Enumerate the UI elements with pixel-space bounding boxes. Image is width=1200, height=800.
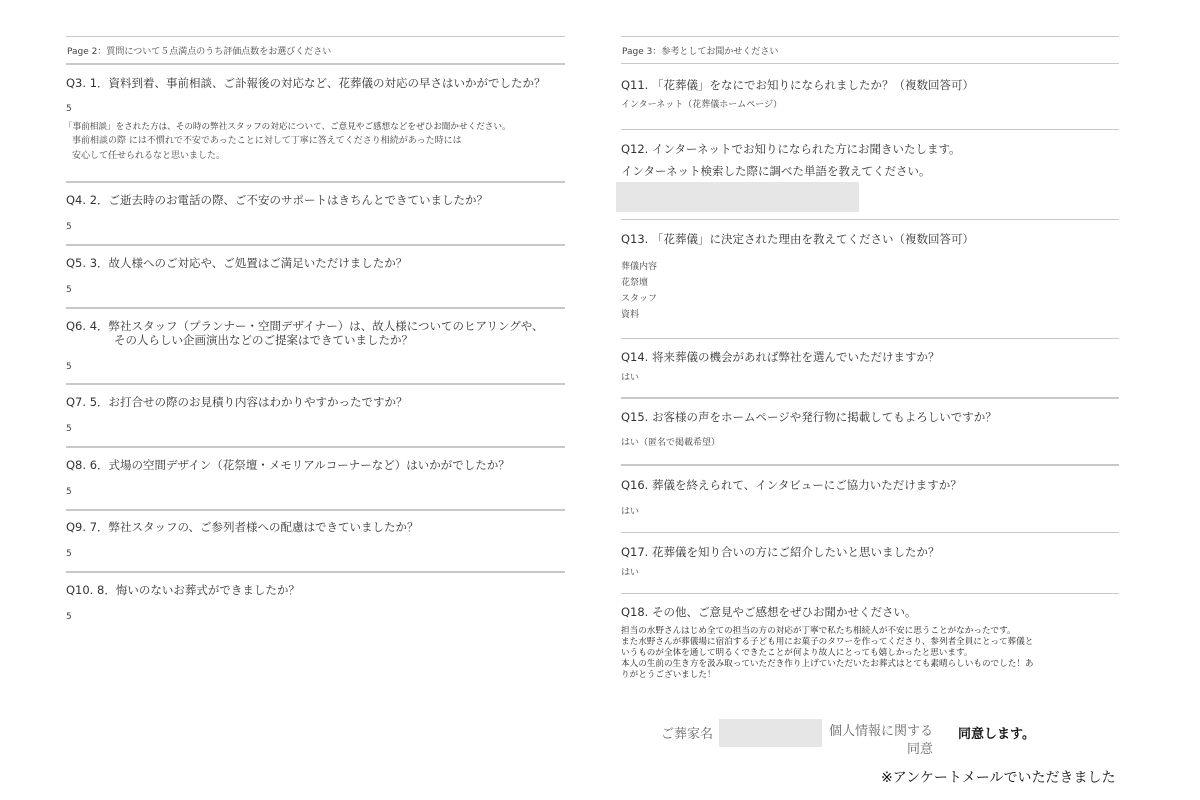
divider [621,219,1119,220]
divider [621,593,1119,594]
answer-item: 花祭壇 [621,278,649,288]
answer-value: はい（匿名で掲載希望） [621,438,721,448]
answer-item: スタッフ [621,294,658,304]
question-q15 [621,410,1119,450]
question-text-line2: インターネット検索した際に調べた単語を教えてください。 [621,164,931,178]
page3-section [621,36,1119,64]
question-q18 [621,605,1119,681]
answer-line: 担当の水野さんはじめ全ての担当の方の対応が丁寧で私たち相続人が不安に思うことがなかったです。 [621,626,1016,636]
question-sub-number: 4． [89,319,109,333]
divider [621,397,1119,399]
divider [621,338,1119,339]
answer-line: りがとうございました！ [621,670,716,680]
answer-value: はい [621,507,640,517]
question-text: ご逝去時のお電話の際、ご不安のサポートはきちんとできていましたか？ [108,193,489,207]
answer-value: 5 [66,549,72,559]
divider [66,181,565,183]
redacted-answer [616,182,859,212]
question-number: Q10. [66,583,94,597]
followup-answer-line: 安心して任せられるなと思いました。 [72,151,226,161]
question-q13 [621,232,1119,323]
page2-section [66,36,565,65]
question-sub-number: 2． [89,193,109,207]
answer-value: インターネット（花葬儀ホームページ） [621,100,783,110]
question-text-line2: その人らしい企画演出などのご提案はできていましたか？ [114,333,413,347]
answer-value: 5 [66,285,72,295]
privacy-consent-label [827,723,933,759]
answer-value: 5 [66,362,72,372]
divider [621,129,1119,130]
divider [66,446,565,448]
followup-answer-line: 事前相談の際 には不慣れで不安であったことに対して丁寧に答えてくださり相続があった時には [72,136,462,146]
question-text: 弊社スタッフ（プランナー・空間デザイナー）は、故人様についてのヒアリングや、 [108,319,544,333]
answer-line: 本人の生前の生き方を汲み取っていただき作り上げていただいたお葬式はとても素晴らしいものでした！あ [621,659,1034,669]
answer-value: 5 [66,612,72,622]
question-number: Q8. [66,458,87,472]
page3-header: Page 3：参考としてお聞かせください [622,47,779,57]
question-q12 [621,142,1119,178]
divider [66,63,565,65]
divider [66,383,565,385]
answer-value: はい [621,373,640,383]
question-sub-number: 8． [97,583,116,597]
answer-line: また水野さんが葬儀場に宿泊する子ども用にお菓子のタワーを作ってくださり、参列者全員にとって葬儀と [621,637,1034,647]
question-text: 資料到着、事前相談、ご訃報後の対応など、花葬儀の対応の早さはいかがでしたか？ [108,76,546,90]
divider [66,509,565,511]
answer-value: 5 [66,424,72,434]
question-text: 弊社スタッフの、ご参列者様への配慮はできていましたか？ [108,520,419,534]
question-q3 [66,76,565,164]
divider [621,63,1119,64]
question-text: Q14. 将来葬儀の機会があれば弊社を選んでいただけますか？ [621,350,940,364]
family-name-label: ご葬家名 [661,727,714,742]
question-sub-number: 5． [89,395,109,409]
question-q7 [66,395,565,436]
question-q4 [66,193,565,234]
answer-item: 葬儀内容 [621,262,658,272]
divider [621,532,1119,533]
privacy-label-line2: 同意 [906,742,933,757]
divider [66,571,565,573]
question-q8 [66,458,565,499]
question-sub-number: 7． [89,520,109,534]
answer-value: はい [621,568,640,578]
question-text: お打合せの際のお見積り内容はわかりやすかったですか？ [108,395,408,409]
question-text: Q12. インターネットでお知りになられた方にお聞きいたします。 [621,142,961,156]
question-text: 故人様へのご対応や、ご処置はご満足いただけましたか？ [108,256,408,270]
question-text: Q13. 「花葬儀」に決定された理由を教えてください（複数回答可） [621,232,974,246]
question-text: Q11. 「花葬儀」をなにでお知りになられましたか？（複数回答可） [621,78,974,92]
question-q17 [621,545,1119,580]
question-q11 [621,78,1119,112]
answer-value: 5 [66,222,72,232]
privacy-label-line1: 個人情報に関する [828,724,933,739]
question-number: Q9. [66,520,87,534]
question-number: Q7. [66,395,87,409]
question-q16 [621,478,1119,519]
question-text: 悔いのないお葬式ができましたか？ [115,583,300,597]
page2-header: Page 2：質問について５点満点のうち評価点数をお選びください [67,47,332,57]
question-q6 [66,319,565,374]
question-number: Q6. [66,319,87,333]
followup-question: 「事前相談」をされた方は、その時の弊社スタッフの対応について、ご意見やご感想などをぜひお聞かせください。 [64,122,511,132]
question-number: Q5. [66,256,87,270]
question-text: Q15. お客様の声をホームページや発行物に掲載してもよろしいですか？ [621,410,997,424]
question-q5 [66,256,565,297]
question-text: 式場の空間デザイン（花祭壇・メモリアルコーナーなど）はいかがでしたか？ [108,458,510,472]
question-q9 [66,520,565,561]
question-q14 [621,350,1119,385]
answer-value: 5 [66,104,72,114]
question-sub-number: 6． [89,458,109,472]
question-sub-number: 3． [89,256,109,270]
answer-value: 5 [66,487,72,497]
family-name-redacted [719,719,822,747]
question-sub-number: 1． [89,76,109,90]
answer-line: いうものが全体を通して明るくできたことが何より故人にとっても嬉しかったと思います。 [621,648,973,658]
divider [621,464,1119,466]
divider [66,307,565,309]
answer-list [621,259,1119,323]
question-text: Q17. 花葬儀を知り合いの方にご紹介したいと思いましたか？ [621,545,940,559]
free-text-answer [621,626,1119,681]
question-number: Q4. [66,193,87,207]
question-text: Q18. その他、ご意見やご感想をぜひお聞かせください。 [621,605,917,619]
divider [66,244,565,246]
answer-item: 資料 [621,310,640,320]
privacy-consent-value: 同意します。 [958,727,1035,742]
question-q10 [66,583,565,624]
source-note: ※アンケートメールでいただきました [881,770,1116,786]
question-text: Q16. 葬儀を終えられて、インタビューにご協力いただけますか？ [621,478,962,492]
question-number: Q3. [66,76,87,90]
